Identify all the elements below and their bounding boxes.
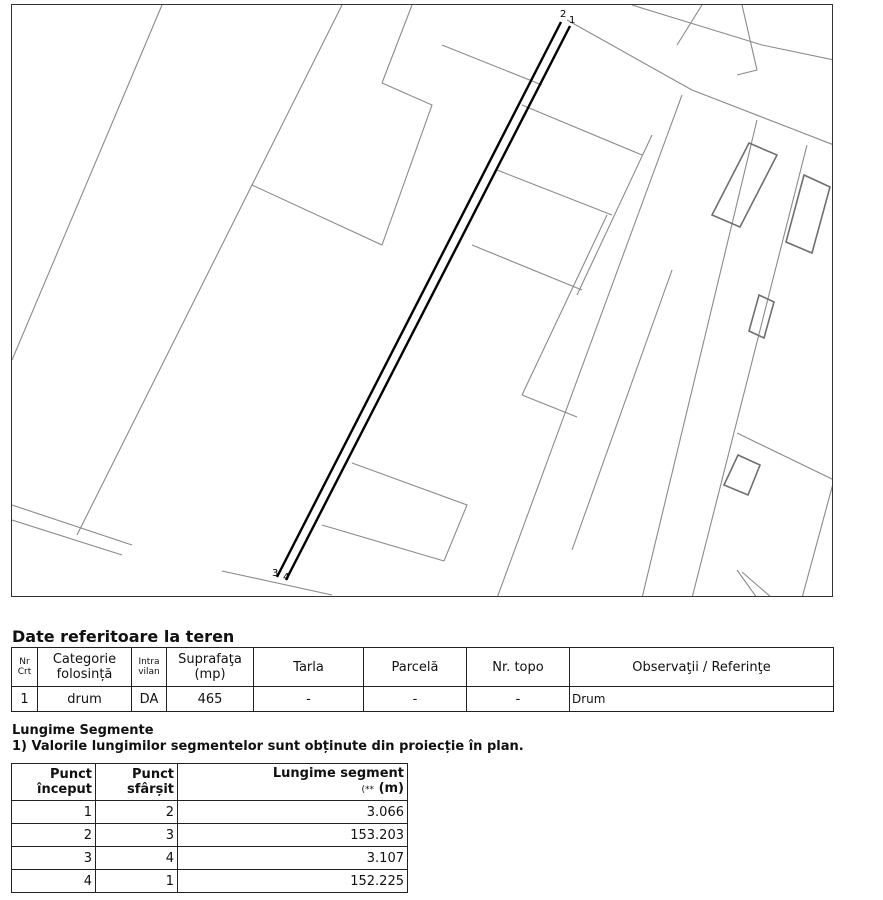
cell-nr-crt: 1 [12, 687, 38, 712]
parcel-line [497, 170, 612, 215]
parcel-line [572, 270, 672, 550]
header-tarla: Tarla [254, 648, 364, 687]
teren-table [11, 647, 834, 712]
parcel-line [322, 463, 467, 561]
segment-2-3[interactable] [277, 22, 561, 577]
header-lungime-segment: Lungime segment (** (m) [178, 764, 408, 801]
parcel-line [577, 135, 652, 295]
parcel-line [522, 215, 607, 395]
cell-tarla: - [254, 687, 364, 712]
parcel-line [12, 5, 162, 360]
point-label: 4 [283, 572, 290, 583]
segment-row [12, 801, 408, 824]
teren-row [12, 687, 834, 712]
header-nr-crt: Nr Crt [12, 648, 38, 687]
header-punct-inceput: Punct început [12, 764, 96, 801]
parcel-line [802, 480, 833, 597]
road-edge [497, 95, 682, 597]
cell-start: 1 [12, 801, 96, 824]
header-suprafata: Suprafaţa (mp) [167, 648, 254, 687]
cell-start: 2 [12, 824, 96, 847]
road-parcel-outline[interactable] [277, 22, 570, 580]
cell-length: 3.066 [178, 801, 408, 824]
cell-length: 3.107 [178, 847, 408, 870]
parcel-line [382, 5, 412, 83]
segment-row [12, 870, 408, 893]
cell-categorie: drum [38, 687, 132, 712]
header-intravilan: Intra vilan [132, 648, 167, 687]
cell-observatii: Drum [570, 687, 834, 712]
parcel-line [692, 145, 807, 597]
cell-end: 3 [96, 824, 178, 847]
parcel-line [642, 120, 757, 597]
segmente-table [11, 763, 408, 893]
header-nr-topo: Nr. topo [467, 648, 570, 687]
parcel-line [77, 5, 342, 535]
cell-suprafata: 465 [167, 687, 254, 712]
road-edge [567, 20, 833, 145]
parcel-line [522, 395, 577, 417]
cell-end: 2 [96, 801, 178, 824]
parcel-lines [12, 5, 833, 597]
segment-4-1[interactable] [286, 26, 570, 580]
buildings [712, 143, 830, 495]
road-edge [632, 5, 833, 60]
parcel-line [742, 572, 772, 597]
parcel-line [12, 520, 122, 555]
point-label: 2 [560, 9, 567, 20]
cell-intravilan: DA [132, 687, 167, 712]
point-label: 1 [569, 15, 576, 26]
segmente-header-row [12, 764, 408, 801]
teren-header-row [12, 648, 834, 687]
header-punct-sfarsit: Punct sfârșit [96, 764, 178, 801]
building [712, 143, 777, 227]
parcel-line [737, 433, 833, 480]
cell-length: 153.203 [178, 824, 408, 847]
segmente-section-title: Lungime Segmente [12, 723, 154, 738]
building [749, 295, 774, 338]
cell-start: 4 [12, 870, 96, 893]
cell-nr-topo: - [467, 687, 570, 712]
map-drawing [12, 5, 833, 597]
segment-row [12, 824, 408, 847]
header-parcela: Parcelă [364, 648, 467, 687]
parcel-line [522, 105, 642, 155]
cadastral-map [11, 4, 833, 597]
cell-end: 1 [96, 870, 178, 893]
parcel-line [442, 45, 542, 85]
teren-section-title: Date referitoare la teren [12, 627, 235, 646]
building [724, 455, 760, 495]
unit-label: (m) [378, 781, 404, 796]
segmente-note: 1) Valorile lungimilor segmentelor sunt obținute din proiecție în plan. [12, 739, 524, 754]
parcel-line [737, 570, 757, 597]
parcel-line [252, 83, 432, 245]
header-categorie: Categorie folosință [38, 648, 132, 687]
cell-length: 152.225 [178, 870, 408, 893]
cell-parcela: - [364, 687, 467, 712]
header-observatii: Observaţii / Referinţe [570, 648, 834, 687]
cell-end: 4 [96, 847, 178, 870]
unit-footnote-mark: (** [361, 785, 375, 795]
cell-start: 3 [12, 847, 96, 870]
point-label: 3 [272, 568, 279, 579]
building [786, 175, 830, 253]
parcel-line [472, 245, 582, 290]
segment-row [12, 847, 408, 870]
